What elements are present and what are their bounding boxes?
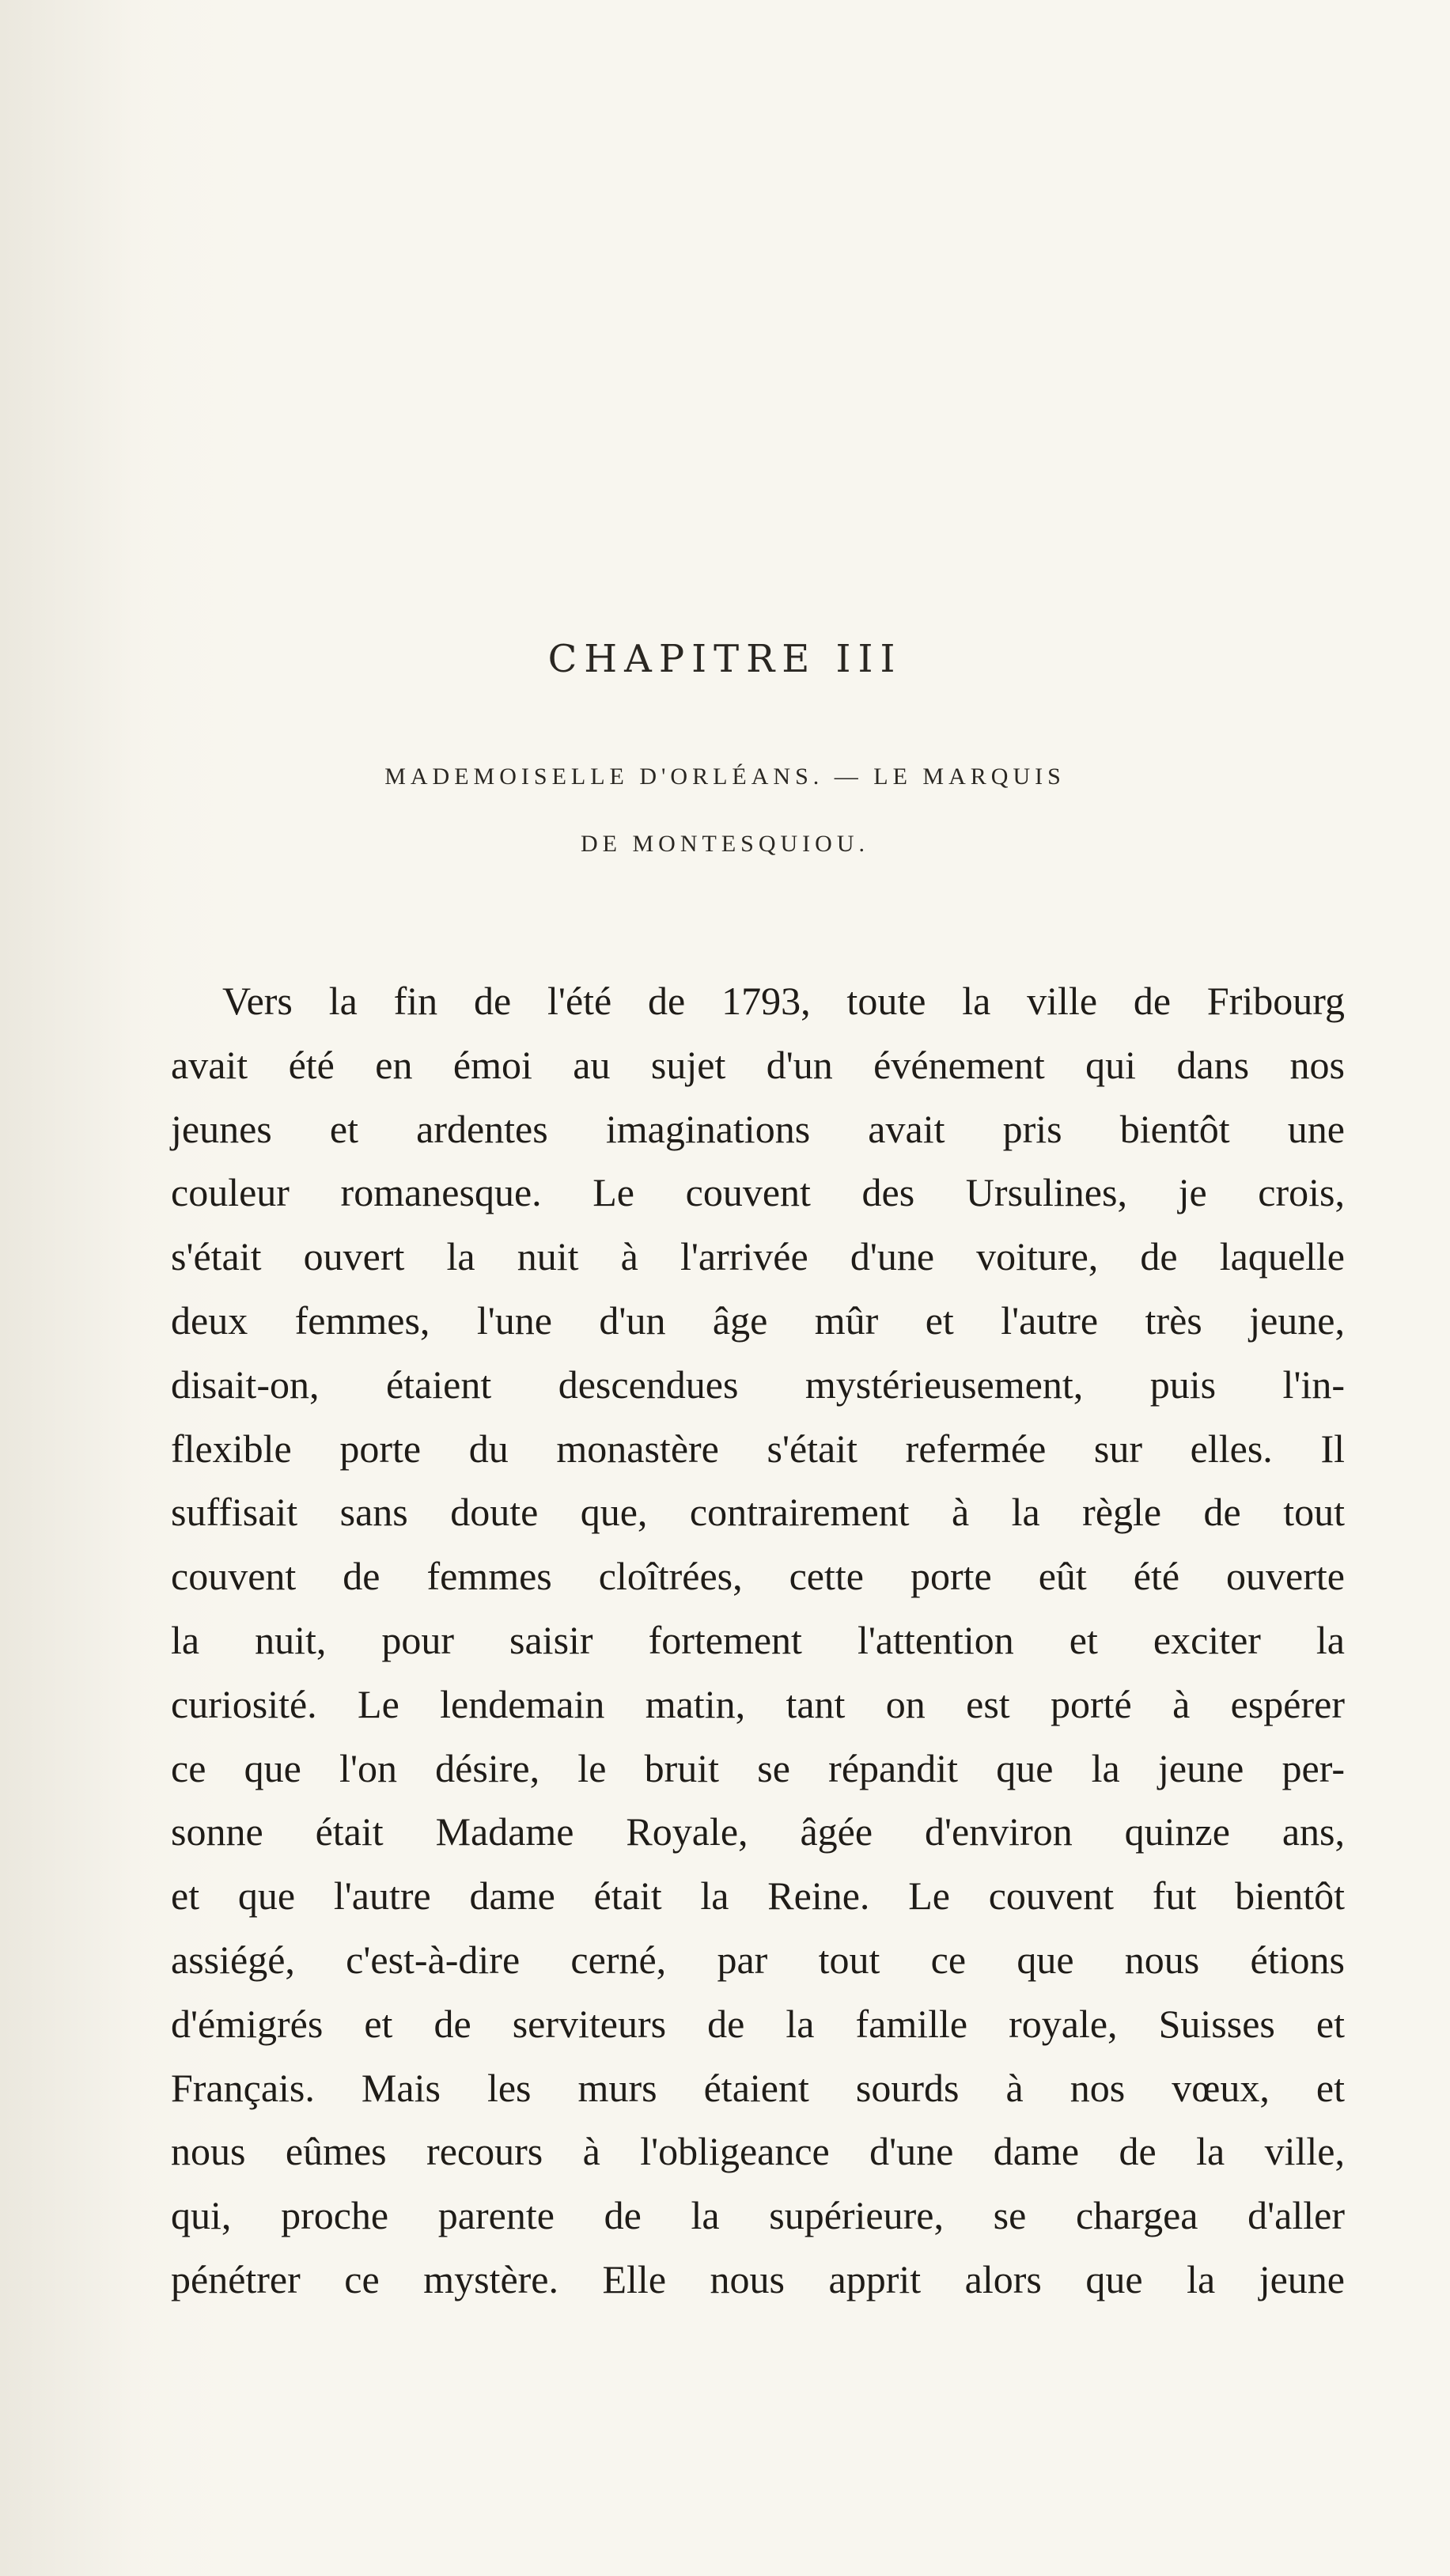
- text-line: sonne était Madame Royale, âgée d'environ quinze ans,: [171, 1809, 1345, 1854]
- text-line: qui, proche parente de la supérieure, se chargea d'aller: [171, 2193, 1345, 2238]
- body-paragraph: [171, 969, 1345, 2312]
- chapter-subtitle-line-2: DE MONTESQUIOU.: [581, 831, 869, 857]
- text-line: disait-on, étaient descendues mystérieusement, puis l'in-: [171, 1362, 1345, 1407]
- text-line: nous eûmes recours à l'obligeance d'une dame de la ville,: [171, 2129, 1345, 2174]
- text-line: assiégé, c'est-à-dire cerné, par tout ce que nous étions: [171, 1937, 1345, 1982]
- text-line: curiosité. Le lendemain matin, tant on est porté à espérer: [171, 1681, 1345, 1726]
- text-line: ce que l'on désire, le bruit se répandit que la jeune per-: [171, 1745, 1345, 1790]
- chapter-title: CHAPITRE III: [547, 637, 903, 681]
- text-line: Français. Mais les murs étaient sourds à nos vœux, et: [171, 2065, 1345, 2110]
- text-line: jeunes et ardentes imaginations avait pris bientôt une: [171, 1106, 1345, 1151]
- text-line: deux femmes, l'une d'un âge mûr et l'autre très jeune,: [171, 1297, 1345, 1343]
- text-line: couvent de femmes cloîtrées, cette porte eût été ouverte: [171, 1554, 1345, 1599]
- text-line: suffisait sans doute que, contrairement à la règle de tout: [171, 1490, 1345, 1535]
- text-line: s'était ouvert la nuit à l'arrivée d'une voiture, de laquelle: [171, 1234, 1345, 1279]
- text-line: couleur romanesque. Le couvent des Ursulines, je crois,: [171, 1170, 1345, 1215]
- text-line: et que l'autre dame était la Reine. Le couvent fut bientôt: [171, 1873, 1345, 1919]
- text-line: flexible porte du monastère s'était refermée sur elles. Il: [171, 1426, 1345, 1471]
- text-line: avait été en émoi au sujet d'un événement qui dans nos: [171, 1042, 1345, 1087]
- chapter-subtitle-line-1: MADEMOISELLE D'ORLÉANS. — LE MARQUIS: [384, 763, 1066, 790]
- text-line: la nuit, pour saisir fortement l'attention et exciter la: [171, 1617, 1345, 1662]
- text-line: d'émigrés et de serviteurs de la famille royale, Suisses et: [171, 2001, 1345, 2046]
- text-line: Vers la fin de l'été de 1793, toute la ville de Fribourg: [222, 979, 1345, 1023]
- text-line: pénétrer ce mystère. Elle nous apprit alors que la jeune: [171, 2256, 1345, 2301]
